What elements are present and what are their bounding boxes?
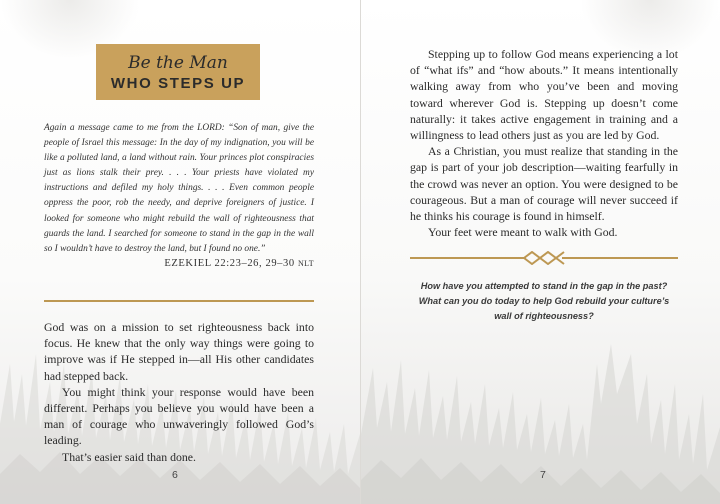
paragraph: You might think your response would have been different. Perhaps you believe you would have been a man of courage who unwaveringly followed God’s leading. [44,384,314,448]
bible-version: NLT [297,258,314,268]
chapter-title-line2: WHO STEPS UP [110,75,246,92]
gold-divider-rule [44,300,314,302]
page-number-right: 7 [540,469,546,481]
reflection-question: How have you attempted to stand in the gap in the past? What can you do today to help God rebuild your culture’s wall of righteousness? [418,281,670,321]
gold-ornament-divider [410,251,678,265]
page-number-left: 6 [172,469,178,481]
paragraph: God was on a mission to set righteousness back into focus. He knew that the only way things were going to improve was if He stepped in—all His other candidates had stepped back. [44,320,314,383]
scripture-reference [44,256,314,271]
scripture-reference-text: EZEKIEL 22:23–26, 29–30 [164,257,295,269]
paragraph: Your feet were meant to walk with God. [428,225,618,240]
chapter-title-box [96,44,260,100]
paragraph: As a Christian, you must realize that standing in the gap is part of your job description—waiting fearfully in the crowd was never an option. You were designed to be courageous. But a man of courage will never succeed if he thinks his courage is found in himself. [410,144,678,224]
paragraph: Stepping up to follow God means experiencing a lot of “what ifs” and “how abouts.” It means intentionally walking away from who you’ve been and moving toward wherever God is. Stepping up doesn’t come naturally: it takes active engagement in training and a willingness to lead others just as you are led by God. [410,47,678,143]
scripture-passage [44,121,314,271]
right-body-text [410,46,678,240]
chapter-title-line1: Be the Man [128,53,228,73]
left-body-text [44,319,314,465]
paragraph: That’s easier said than done. [62,449,196,464]
scripture-text: Again a message came to me from the LORD: “Son of man, give the people of Israel this message: In the day of my indignation, you will be like a polluted land, a land without rain. Your princes plot conspiracies just as lions stalk their prey. . . . Your priests have violated my instructions and defiled my holy things. . . . Even common people oppress the poor, rob the needy, and deprive foreigners of justice. I looked for someone who might rebuild the wall of righteousness that guards the land. I searched for someone to stand in the gap in the wall so I wouldn’t have to destroy the land, but I found no one.” [44,123,314,254]
